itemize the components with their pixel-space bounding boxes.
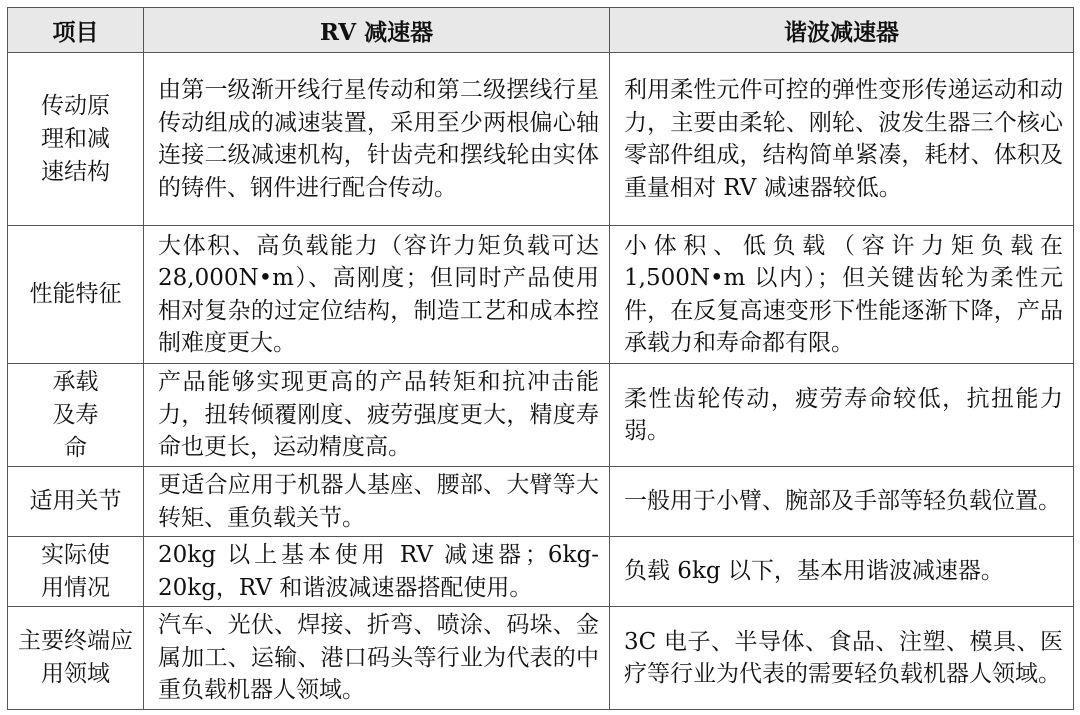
rv-cell: 汽车、光伏、焊接、折弯、喷涂、码垛、金属加工、运输、港口码头等行业为代表的中重负载机器人领域。 bbox=[144, 607, 610, 710]
harmonic-cell: 利用柔性元件可控的弹性变形传递运动和动力，主要由柔轮、刚轮、波发生器三个核心零部件组成，结构简单紧凑，耗材、体积及重量相对 RV 减速器较低。 bbox=[610, 53, 1074, 226]
rv-cell: 20kg 以上基本使用 RV 减速器；6kg-20kg，RV 和谐波减速器搭配使用。 bbox=[144, 537, 610, 607]
table-row bbox=[8, 537, 1074, 607]
header-harmonic-reducer: 谐波减速器 bbox=[610, 8, 1074, 53]
header-item: 项目 bbox=[8, 8, 144, 53]
harmonic-cell: 一般用于小臂、腕部及手部等轻负载位置。 bbox=[610, 467, 1074, 537]
row-label: 传动原理和减速结构 bbox=[8, 53, 144, 226]
table-row bbox=[8, 226, 1074, 364]
reducer-comparison-table bbox=[7, 7, 1074, 710]
table-row bbox=[8, 364, 1074, 467]
table-row bbox=[8, 467, 1074, 537]
comparison-table-container bbox=[7, 7, 1074, 710]
row-label: 性能特征 bbox=[8, 226, 144, 364]
harmonic-cell: 小体积、低负载（容许力矩负载在 1,500N•m 以内）；但关键齿轮为柔性元件，在反复高速变形下性能逐渐下降，产品承载力和寿命都有限。 bbox=[610, 226, 1074, 364]
rv-cell: 产品能够实现更高的产品转矩和抗冲击能力，扭转倾覆刚度、疲劳强度更大，精度寿命也更长，运动精度高。 bbox=[144, 364, 610, 467]
row-label: 主要终端应用领域 bbox=[8, 607, 144, 710]
rv-cell: 由第一级渐开线行星传动和第二级摆线行星传动组成的减速装置，采用至少两根偏心轴连接二级减速机构，针齿壳和摆线轮由实体的铸件、钢件进行配合传动。 bbox=[144, 53, 610, 226]
rv-cell: 大体积、高负载能力（容许力矩负载可达 28,000N•m）、高刚度；但同时产品使用相对复杂的过定位结构，制造工艺和成本控制难度更大。 bbox=[144, 226, 610, 364]
table-row bbox=[8, 607, 1074, 710]
row-label: 承载及寿命 bbox=[8, 364, 144, 467]
rv-cell: 更适合应用于机器人基座、腰部、大臂等大转矩、重负载关节。 bbox=[144, 467, 610, 537]
table-row bbox=[8, 53, 1074, 226]
row-label: 实际使用情况 bbox=[8, 537, 144, 607]
harmonic-cell: 负载 6kg 以下，基本用谐波减速器。 bbox=[610, 537, 1074, 607]
harmonic-cell: 3C 电子、半导体、食品、注塑、模具、医疗等行业为代表的需要轻负载机器人领域。 bbox=[610, 607, 1074, 710]
header-rv-reducer: RV 减速器 bbox=[144, 8, 610, 53]
harmonic-cell: 柔性齿轮传动，疲劳寿命较低，抗扭能力弱。 bbox=[610, 364, 1074, 467]
row-label: 适用关节 bbox=[8, 467, 144, 537]
table-header-row bbox=[8, 8, 1074, 53]
